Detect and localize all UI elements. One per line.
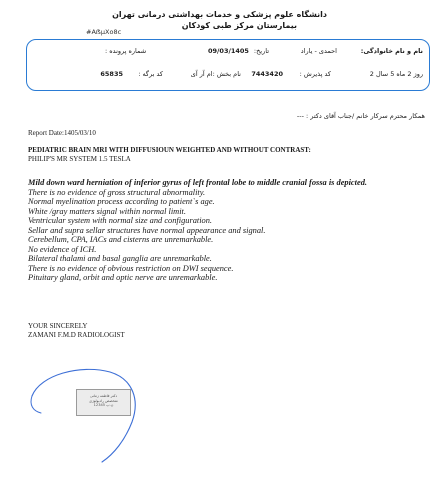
referring-doctor-greeting: همکار محترم سرکار خانم /جناب آقای دکتر : --- — [296, 112, 425, 120]
radiologist-name: ZAMANI F.M.D RADIOLOGIST — [28, 331, 125, 339]
finding-item: Sellar and supra sellar structures have normal appearance and signal. — [28, 225, 266, 235]
patient-name-value: احمدی - یاراد — [300, 47, 337, 55]
finding-item: Pituitary gland, orbit and optic nerve are unremarkable. — [28, 273, 218, 283]
stamp-name: دکتر فاطمه زمانی — [89, 394, 118, 398]
university-title: دانشگاه علوم پزشکی و خدمات بهداشتی درمانی تهران — [112, 10, 327, 19]
finding-item: No evidence of ICH. — [28, 244, 97, 254]
radiologist-stamp — [76, 389, 131, 416]
finding-item: Normal myelination process according to patient`s age. — [28, 197, 215, 207]
finding-item: There is no evidence of gross structural abnormality. — [28, 187, 206, 197]
finding-item: Cerebellum, CPA, IACs and cisterns are unremarkable. — [28, 235, 214, 245]
section-name: نام بخش :ام آر آی — [190, 70, 241, 78]
exam-title: PEDIATRIC BRAIN MRI WITH DIFFUSIOUN WEIGHTED AND WITHOUT CONTRAST: — [28, 146, 311, 154]
date-value: 09/03/1405 — [208, 47, 249, 55]
finding-item: There is no evidence of obvious restriction on DWI sequence. — [28, 263, 234, 273]
finding-item: Ventricular system with normal size and configuration. — [28, 216, 213, 226]
findings-section — [28, 178, 408, 283]
admission-label: کد پذیرش : — [299, 70, 331, 78]
signoff-line: YOUR SINCERELY — [28, 322, 88, 330]
hospital-title: بیمارستان مرکز طبی کودکان — [181, 21, 297, 30]
patient-name-label: نام و نام خانوادگی: — [360, 47, 423, 55]
document-code: #AẞµXo8c — [86, 28, 122, 36]
date-label: تاریخ: — [253, 47, 269, 55]
lead-finding: Mild down ward herniation of inferior gyrus of left frontal lobe to middle cranial fossa is depicted. — [28, 178, 367, 187]
file-number-label: شماره پرونده : — [105, 47, 147, 55]
scanner-system: PHILIP'S MR SYSTEM 1.5 TESLA — [28, 155, 131, 163]
finding-item: White /gray matters signal within normal limit. — [28, 206, 186, 216]
admission-value: 7443420 — [251, 70, 283, 78]
barcode-value: 65835 — [100, 70, 123, 78]
report-date: Report Date:1405/03/10 — [28, 129, 96, 137]
barcode-label: کد برگه : — [138, 70, 163, 78]
stamp-specialty: متخصص رادیولوژی — [89, 398, 118, 403]
age-field: 2 سال 5 ماه 2 روز — [369, 70, 423, 78]
stamp-license: ن.پ 12345 — [93, 403, 114, 408]
patient-info-box — [26, 39, 430, 91]
finding-item: Bilateral thalami and basal ganglia are unremarkable. — [28, 254, 212, 264]
